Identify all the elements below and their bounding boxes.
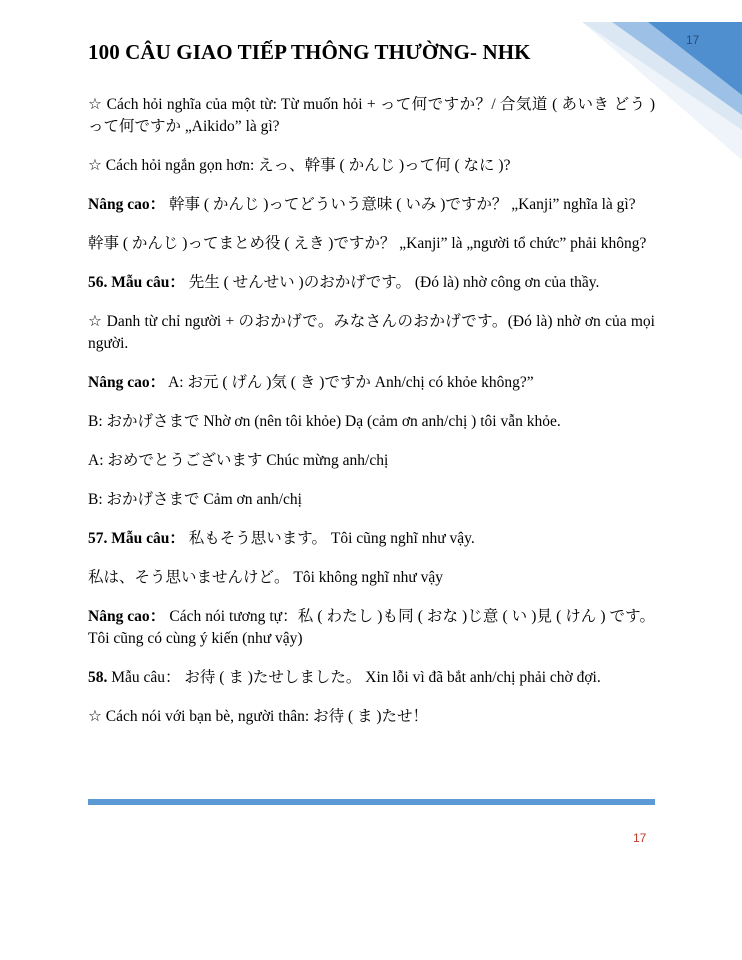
paragraph (88, 194, 655, 216)
paragraph-text: ☆ Cách nói với bạn bè, người thân: お待 ( ま )たせ！ (88, 708, 429, 725)
paragraph-text: 幹事 ( かんじ )ってまとめ役 ( えき )ですか？ „Kanji” là „người tổ chức” phải không? (88, 235, 647, 252)
paragraph-text: Cách nói tương tự：私 ( わたし )も同 ( おな )じ意 ( い )見 ( けん ) です。 Tôi cũng có cùng ý kiến (như vậy) (88, 608, 655, 647)
paragraph (88, 706, 655, 728)
paragraph (88, 411, 655, 433)
bold-label: Nâng cao： (88, 196, 166, 213)
paragraph (88, 528, 655, 550)
paragraph-text: B: おかげさまで Nhờ ơn (nên tôi khỏe) Dạ (cảm ơn anh/chị ) tôi vẫn khỏe. (88, 413, 561, 430)
paragraph-text: 幹事 ( かんじ )ってどういう意味 ( いみ )ですか？ „Kanji” nghĩa là gì? (165, 196, 636, 213)
bold-label: 58. (88, 669, 108, 686)
paragraph (88, 272, 655, 294)
paragraph (88, 450, 655, 472)
bold-label: 56. Mẫu câu： (88, 274, 185, 291)
paragraph-text: 私もそう思います。 Tôi cũng nghĩ như vậy. (184, 530, 475, 547)
paragraph-text: ☆ Danh từ chỉ người + のおかげで。みなさんのおかげです。(Đó là) nhờ ơn của mọi người. (88, 313, 655, 352)
paragraph-text: Mẫu câu： お待 ( ま )たせしました。 Xin lỗi vì đã bắt anh/chị phải chờ đợi. (107, 669, 601, 686)
footer-divider (88, 799, 655, 805)
page-title: 100 CÂU GIAO TIẾP THÔNG THƯỜNG- NHK (88, 40, 531, 64)
paragraph-text: A: お元 ( げん )気 ( き )ですか Anh/chị có khỏe không?” (165, 374, 534, 391)
paragraph (88, 489, 655, 511)
bold-label: Nâng cao： (88, 608, 166, 625)
paragraph (88, 94, 655, 138)
paragraph (88, 567, 655, 589)
paragraph (88, 667, 655, 689)
paragraph (88, 155, 655, 177)
footer-page-number: 17 (633, 831, 647, 845)
paragraph-text: 私は、そう思いませんけど。 Tôi không nghĩ như vậy (88, 569, 443, 586)
paragraph (88, 311, 655, 355)
paragraph (88, 606, 655, 650)
bold-label: 57. Mẫu câu： (88, 530, 185, 547)
paragraph-text: ☆ Cách hỏi nghĩa của một từ: Từ muốn hỏi + って何ですか？/ 合気道 ( あいき どう )って何ですか „Aikido” là gì? (88, 96, 655, 135)
paragraph-text: ☆ Cách hỏi ngắn gọn hơn: えっ、幹事 ( かんじ )って何 ( なに )? (88, 157, 511, 174)
corner-page-number: 17 (686, 33, 700, 47)
paragraph (88, 372, 655, 394)
paragraph-text: A: おめでとうございます Chúc mừng anh/chị (88, 452, 389, 469)
paragraph-text: 先生 ( せんせい )のおかげです。 (Đó là) nhờ công ơn của thầy. (184, 274, 600, 291)
paragraph-text: B: おかげさまで Cảm ơn anh/chị (88, 491, 302, 508)
document-body (88, 94, 655, 745)
paragraph (88, 233, 655, 255)
bold-label: Nâng cao： (88, 374, 166, 391)
